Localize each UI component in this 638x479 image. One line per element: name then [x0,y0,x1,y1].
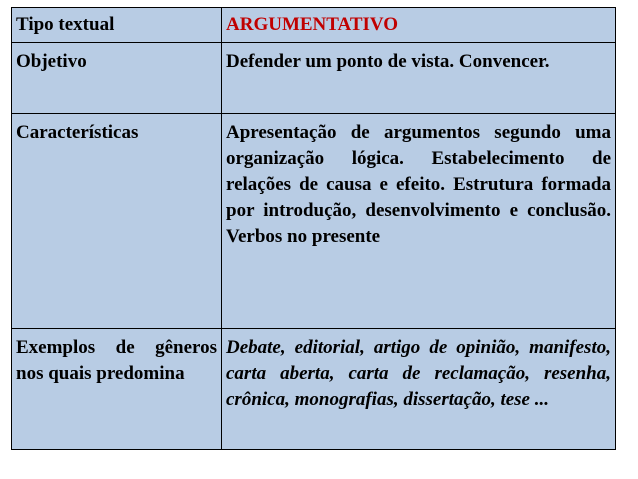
row-label-objetivo: Objetivo [12,43,222,114]
row-value-tipo-textual: ARGUMENTATIVO [222,8,616,43]
row-label-exemplos: Exemplos de gêneros nos quais predomina [12,329,222,450]
table-row [12,43,616,114]
table-row [12,8,616,43]
row-value-caracteristicas: Apresentação de argumentos segundo uma organização lógica. Estabelecimento de relações de causa e efeito. Estrutura formada por introdução, desenvolvimento e conclusão. Verbos no presente [222,114,616,329]
row-value-exemplos: Debate, editorial, artigo de opinião, manifesto, carta aberta, carta de reclamação, resenha, crônica, monografias, dissertação, tese ... [222,329,616,450]
table-row [12,114,616,329]
text-type-table [11,7,616,450]
row-label-tipo-textual: Tipo textual [12,8,222,43]
table-row [12,329,616,450]
row-value-objetivo: Defender um ponto de vista. Convencer. [222,43,616,114]
row-label-caracteristicas: Características [12,114,222,329]
